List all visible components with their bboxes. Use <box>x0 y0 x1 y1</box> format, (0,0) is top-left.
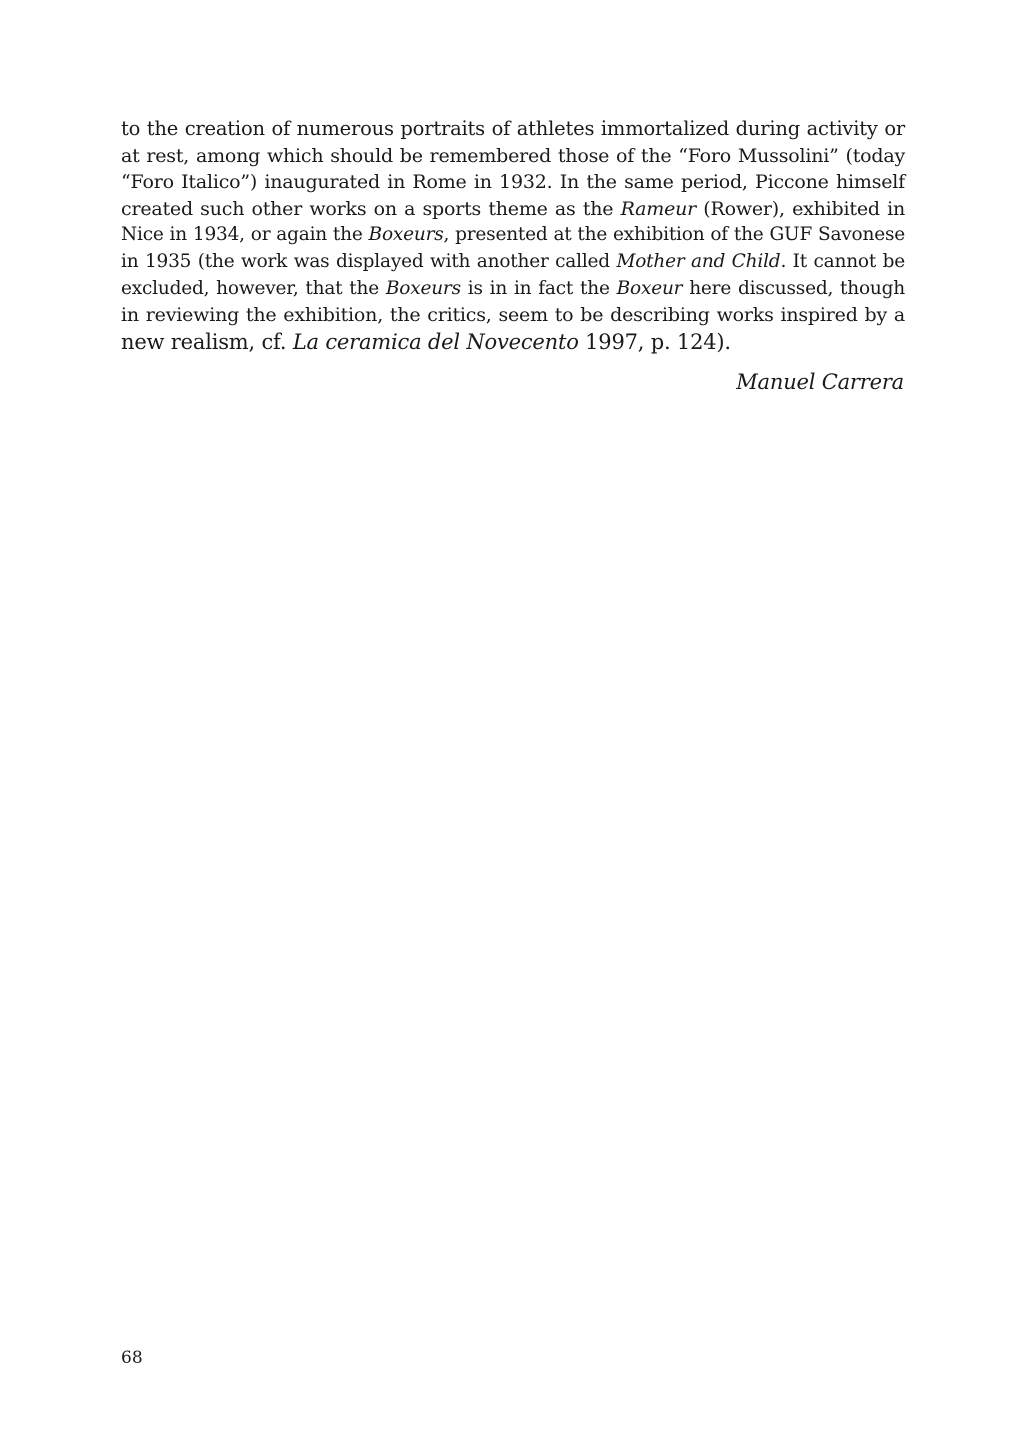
text-segment: in 1935 (the work was displayed with another called <box>121 250 617 272</box>
text-segment: 1997, p. 124). <box>578 329 731 354</box>
text-line <box>121 222 905 249</box>
text-line <box>121 249 905 276</box>
text-segment: here discussed, though <box>682 277 905 299</box>
text-segment: created such other works on a sports theme as the <box>121 197 621 220</box>
text-segment: , presented at the exhibition of the GUF Savonese <box>443 224 905 246</box>
text-segment: excluded, however, that the <box>121 277 386 299</box>
text-line <box>121 196 905 223</box>
italic-title: La ceramica del Novecento <box>292 329 579 354</box>
text-segment: Nice in 1934, or again the <box>121 224 369 246</box>
text-segment: new realism, cf. <box>121 329 293 354</box>
text-line <box>121 143 905 170</box>
text-line <box>121 329 905 356</box>
text-segment: at rest, among which should be remembered those of the “Foro Mussolini” (today <box>121 144 905 167</box>
text-line <box>121 302 905 329</box>
italic-title: Boxeurs <box>385 277 461 299</box>
text-segment: . It cannot be <box>780 250 905 272</box>
body-paragraph <box>121 116 905 355</box>
text-segment: is in in fact the <box>460 277 617 299</box>
text-segment: “Foro Italico”) inaugurated in Rome in 1932. In the same period, Piccone himself <box>121 171 905 194</box>
text-segment: in reviewing the exhibition, the critics, seem to be describing works inspired by a <box>121 304 905 327</box>
page-number: 68 <box>121 1348 143 1368</box>
text-line <box>121 116 905 143</box>
text-segment: to the creation of numerous portraits of athletes immortalized during activity or <box>121 117 905 140</box>
text-segment: (Rower), exhibited in <box>696 197 905 220</box>
italic-title: Rameur <box>620 197 697 220</box>
text-line <box>121 169 905 196</box>
italic-title: Boxeurs <box>368 224 444 246</box>
text-line <box>121 276 905 303</box>
author-signature: Manuel Carrera <box>736 370 904 394</box>
italic-title: Mother and Child <box>616 250 781 272</box>
italic-title: Boxeur <box>616 277 683 299</box>
